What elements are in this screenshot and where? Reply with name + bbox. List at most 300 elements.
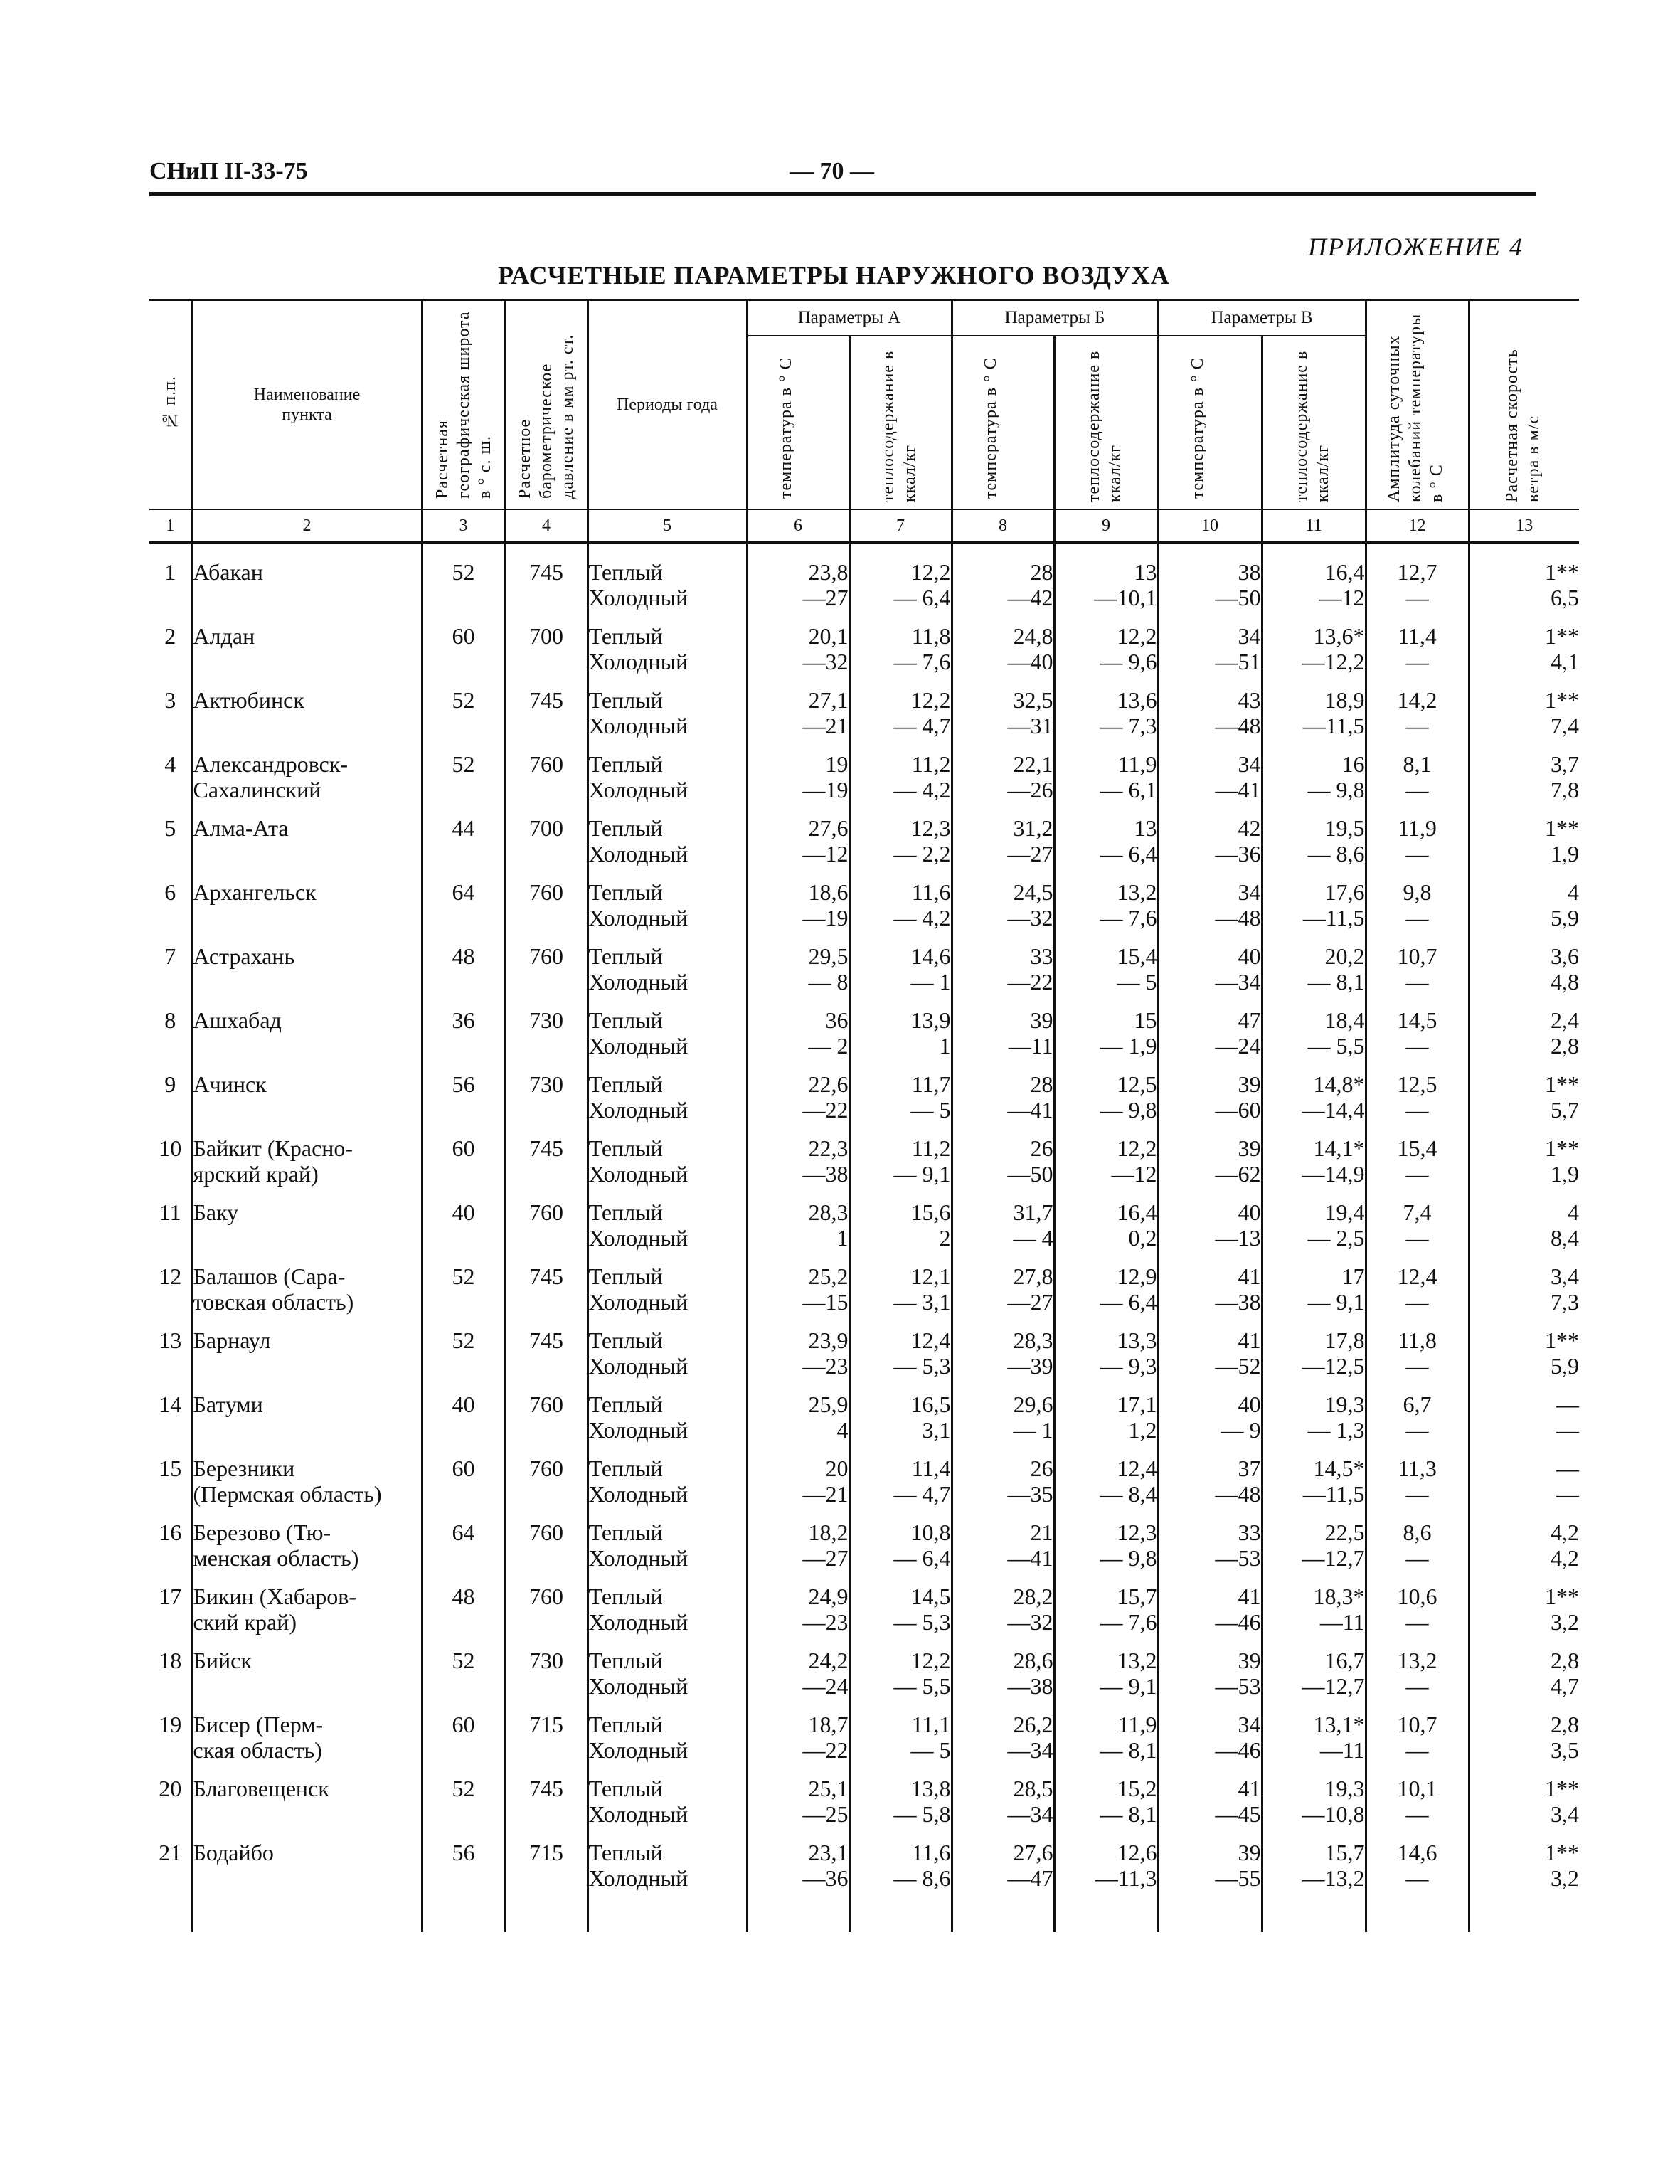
c-heat-cell-line: 14,1* [1313, 1135, 1365, 1161]
c-heat-cell-line: —11 [1319, 1609, 1365, 1635]
a-temp-cell-line: 18,7 [808, 1712, 849, 1737]
amplitude-cell-line: 7,4 [1403, 1199, 1432, 1225]
b-heat-cell [1054, 1391, 1158, 1456]
b-temp-cell-line: 28,5 [1013, 1776, 1053, 1801]
a-temp-cell-line: 24,2 [808, 1648, 849, 1673]
period-cell [588, 1135, 747, 1199]
period-cell-line: Холодный [588, 1801, 689, 1827]
wind-cell [1469, 1584, 1579, 1648]
period-cell-line: Теплый [588, 1520, 663, 1545]
table-row [149, 1391, 1579, 1456]
b-temp-cell-line: 33 [1030, 943, 1053, 969]
amplitude-cell-line: — [1405, 1865, 1429, 1891]
place-name-line: Алма-Ата [193, 815, 289, 841]
amplitude-cell-line: 13,2 [1397, 1648, 1437, 1673]
period-cell-line: Теплый [588, 1840, 663, 1865]
amplitude-cell [1366, 1584, 1469, 1648]
b-heat-cell-line: 13,2 [1117, 1648, 1157, 1673]
latitude-cell [422, 879, 505, 943]
amplitude-cell-line: — [1405, 1417, 1429, 1443]
period-cell-line: Холодный [588, 1737, 689, 1763]
period-cell [588, 1007, 747, 1071]
a-heat-cell-line: 11,1 [911, 1712, 951, 1737]
period-cell-line: Теплый [588, 623, 663, 649]
a-heat-cell [849, 879, 952, 943]
pressure-cell [505, 1456, 588, 1520]
place-name [192, 815, 422, 879]
pressure-cell-text: 745 [529, 559, 563, 585]
c-temp-cell-line: 47 [1238, 1007, 1261, 1033]
latitude-cell-text: 52 [452, 1327, 475, 1353]
c-heat-cell-line: 18,3* [1313, 1584, 1365, 1609]
a-heat-cell [849, 815, 952, 879]
a-temp-cell [747, 879, 849, 943]
period-cell-line: Теплый [588, 559, 663, 585]
c-temp-cell [1158, 815, 1262, 879]
group-a-header: Параметры А [747, 300, 952, 336]
table-row [149, 751, 1579, 815]
latitude-cell [422, 1391, 505, 1456]
a-temp-cell-line: 23,9 [808, 1327, 849, 1353]
b-temp-cell-line: —22 [1007, 969, 1053, 995]
a-temp-cell [747, 1520, 849, 1584]
wind-cell-line: 5,9 [1551, 1353, 1580, 1379]
latitude-cell-text: 48 [452, 943, 475, 969]
pressure-cell [505, 1263, 588, 1327]
pressure-cell [505, 1391, 588, 1456]
b-temp-cell [952, 1135, 1054, 1199]
table-row [149, 623, 1579, 687]
b-heat-cell [1054, 1520, 1158, 1584]
period-cell [588, 1840, 747, 1904]
b-temp-cell-line: —39 [1007, 1353, 1053, 1379]
pressure-cell-text: 730 [529, 1007, 563, 1033]
c-heat-cell [1262, 623, 1366, 687]
pressure-cell-text: 760 [529, 1199, 563, 1225]
pressure-cell-text: 760 [529, 943, 563, 969]
b-temp-cell-line: 28,6 [1013, 1648, 1053, 1673]
a-temp-cell-line: — 8 [808, 969, 849, 995]
a-temp-cell [747, 687, 849, 751]
a-heat-cell-line: — 7,6 [893, 649, 951, 674]
c-temp-cell-line: 42 [1238, 815, 1261, 841]
period-cell [588, 1199, 747, 1263]
row-number-text: 2 [164, 623, 176, 649]
latitude-cell [422, 1199, 505, 1263]
c-heat-cell-line: —11 [1319, 1737, 1365, 1763]
latitude-cell [422, 1263, 505, 1327]
column-index: 3 [422, 509, 505, 543]
c-heat-cell-line: 19,5 [1324, 815, 1365, 841]
c-heat-cell [1262, 1391, 1366, 1456]
c-temp-cell-line: 40 [1238, 1199, 1261, 1225]
c-temp-cell-line: 39 [1238, 1135, 1261, 1161]
wind-cell [1469, 623, 1579, 687]
a-heat-cell-line: 15,6 [910, 1199, 951, 1225]
c-heat-cell-line: —14,4 [1302, 1097, 1365, 1123]
table-body [149, 559, 1579, 1904]
amplitude-cell [1366, 687, 1469, 751]
amplitude-cell [1366, 623, 1469, 687]
wind-cell-line: — [1556, 1417, 1580, 1443]
latitude-cell [422, 1135, 505, 1199]
c-heat-cell-line: —12,7 [1302, 1673, 1365, 1699]
place-name [192, 879, 422, 943]
amplitude-cell-line: 12,7 [1397, 559, 1437, 585]
table-row [149, 879, 1579, 943]
b-temp-cell-line: 24,5 [1013, 879, 1053, 905]
place-name-line: Байкит (Красно- [193, 1135, 353, 1161]
a-heat-cell-line: 11,7 [911, 1071, 951, 1097]
place-name-line: Березники [193, 1456, 295, 1481]
c-temp-cell-line: —48 [1215, 1481, 1261, 1507]
a-temp-cell-line: 22,3 [808, 1135, 849, 1161]
b-temp-cell [952, 1520, 1054, 1584]
amplitude-cell-line: — [1405, 713, 1429, 738]
c-temp-cell [1158, 1456, 1262, 1520]
a-temp-cell [747, 1712, 849, 1776]
a-heat-cell [849, 751, 952, 815]
pressure-cell-text: 715 [529, 1840, 563, 1865]
amplitude-cell [1366, 1456, 1469, 1520]
pressure-cell [505, 1584, 588, 1648]
b-temp-cell [952, 815, 1054, 879]
b-temp-cell-line: —34 [1007, 1737, 1053, 1763]
period-cell-line: Теплый [588, 1776, 663, 1801]
a-temp-cell-line: —15 [802, 1289, 849, 1315]
a-heat-cell-line: 14,5 [910, 1584, 951, 1609]
a-heat-cell-line: 1 [939, 1033, 951, 1059]
a-heat-cell-line: 12,2 [910, 1648, 951, 1673]
latitude-cell-text: 64 [452, 879, 475, 905]
period-cell-line: Холодный [588, 649, 689, 674]
b-temp-cell [952, 1263, 1054, 1327]
column-index: 6 [747, 509, 849, 543]
a-heat-cell-line: 11,6 [911, 1840, 951, 1865]
latitude-cell-text: 52 [452, 751, 475, 777]
col-pressure-header: Расчетное барометрическое давление в мм рт. ст. [505, 300, 588, 510]
a-temp-cell-line: —23 [802, 1353, 849, 1379]
a-heat-cell-line: — 1 [910, 969, 951, 995]
wind-cell-line: 2,8 [1551, 1712, 1580, 1737]
c-temp-cell [1158, 1391, 1262, 1456]
c-temp-cell-line: 38 [1238, 559, 1261, 585]
place-name-line: Бийск [193, 1648, 252, 1673]
b-heat-cell-line: 12,5 [1117, 1071, 1157, 1097]
latitude-cell-text: 60 [452, 1712, 475, 1737]
a-temp-cell-line: 18,6 [808, 879, 849, 905]
a-temp-cell-line: 18,2 [808, 1520, 849, 1545]
row-number-text: 3 [164, 687, 176, 713]
b-temp-cell-line: —42 [1007, 585, 1053, 610]
c-temp-cell-line: 39 [1238, 1071, 1261, 1097]
row-number-text: 8 [164, 1007, 176, 1033]
place-name-line: Бодайбо [193, 1840, 274, 1865]
place-name [192, 1071, 422, 1135]
place-name [192, 1648, 422, 1712]
a-heat-cell-line: — 4,2 [893, 777, 951, 802]
wind-cell-line: 6,5 [1551, 585, 1580, 610]
b-temp-cell-line: 28 [1030, 559, 1053, 585]
place-name-line: ярский край) [193, 1161, 319, 1187]
c-temp-cell-line: —53 [1215, 1545, 1261, 1571]
row-number [149, 687, 192, 751]
b-temp-cell-line: 26 [1030, 1135, 1053, 1161]
row-number [149, 943, 192, 1007]
a-heat-cell-line: — 5,8 [893, 1801, 951, 1827]
col-name-header: Наименование пункта [192, 300, 422, 510]
c-temp-cell-line: —62 [1215, 1161, 1261, 1187]
c-heat-cell-line: — 2,5 [1307, 1225, 1365, 1251]
period-cell-line: Теплый [588, 1648, 663, 1673]
table-row [149, 1648, 1579, 1712]
a-temp-cell [747, 1007, 849, 1071]
amplitude-cell [1366, 1199, 1469, 1263]
c-heat-cell-line: 15,7 [1324, 1840, 1365, 1865]
b-heat-cell-line: — 8,1 [1100, 1801, 1157, 1827]
period-cell-line: Холодный [588, 1545, 689, 1571]
a-heat-cell [849, 1712, 952, 1776]
amplitude-cell [1366, 1263, 1469, 1327]
col-a-temp-header: температура в ° С [747, 336, 849, 509]
c-heat-cell-line: — 9,8 [1307, 777, 1365, 802]
b-heat-cell-line: — 6,4 [1100, 841, 1157, 866]
col-c-temp-header: температура в ° С [1158, 336, 1262, 509]
b-temp-cell [952, 1584, 1054, 1648]
b-heat-cell-line: — 7,6 [1100, 1609, 1157, 1635]
c-heat-cell-line: 17 [1341, 1263, 1365, 1289]
amplitude-cell-line: 14,5 [1397, 1007, 1437, 1033]
c-heat-cell-line: 16,4 [1324, 559, 1365, 585]
a-heat-cell-line: — 5 [910, 1737, 951, 1763]
amplitude-cell-line: 14,2 [1397, 687, 1437, 713]
a-heat-cell-line: 13,8 [910, 1776, 951, 1801]
period-cell [588, 1071, 747, 1135]
wind-cell-line: 2,8 [1551, 1648, 1580, 1673]
place-name-line: ская область) [193, 1737, 322, 1763]
latitude-cell-text: 60 [452, 623, 475, 649]
amplitude-cell-line: 12,5 [1397, 1071, 1437, 1097]
amplitude-cell-line: — [1405, 1161, 1429, 1187]
a-heat-cell-line: 12,1 [910, 1263, 951, 1289]
wind-cell-line: 2,4 [1551, 1007, 1580, 1033]
b-temp-cell-line: 27,6 [1013, 1840, 1053, 1865]
b-heat-cell [1054, 1263, 1158, 1327]
b-temp-cell-line: 26 [1030, 1456, 1053, 1481]
b-heat-cell-line: 13,6 [1117, 687, 1157, 713]
col-c-heat-header: теплосодержание в ккал/кг [1262, 336, 1366, 509]
b-heat-cell [1054, 1840, 1158, 1904]
a-temp-cell-line: 29,5 [808, 943, 849, 969]
amplitude-cell-line: 10,7 [1397, 1712, 1437, 1737]
b-temp-cell [952, 879, 1054, 943]
amplitude-cell-line: — [1405, 1353, 1429, 1379]
pressure-cell [505, 751, 588, 815]
b-temp-cell [952, 1648, 1054, 1712]
b-heat-cell-line: — 6,4 [1100, 1289, 1157, 1315]
row-number-text: 21 [159, 1840, 182, 1865]
a-heat-cell [849, 1135, 952, 1199]
a-heat-cell-line: — 5 [910, 1097, 951, 1123]
b-temp-cell-line: 26,2 [1013, 1712, 1053, 1737]
wind-cell-line: 7,8 [1551, 777, 1580, 802]
b-heat-cell-line: 12,4 [1117, 1456, 1157, 1481]
latitude-cell [422, 1327, 505, 1391]
table-row [149, 1584, 1579, 1648]
place-name [192, 751, 422, 815]
c-temp-cell-line: 34 [1238, 623, 1261, 649]
row-number [149, 1584, 192, 1648]
a-heat-cell [849, 1456, 952, 1520]
period-cell [588, 1263, 747, 1327]
b-temp-cell-line: —40 [1007, 649, 1053, 674]
latitude-cell [422, 1840, 505, 1904]
b-heat-cell-line: 1,2 [1128, 1417, 1157, 1443]
latitude-cell [422, 751, 505, 815]
wind-cell-line: — [1556, 1456, 1580, 1481]
table-grid [149, 299, 1579, 1932]
a-heat-cell [849, 1520, 952, 1584]
table-row [149, 1327, 1579, 1391]
wind-cell-line: 1** [1545, 1071, 1580, 1097]
a-heat-cell-line: — 5,5 [893, 1673, 951, 1699]
pressure-cell-text: 730 [529, 1071, 563, 1097]
place-name-line: Ашхабад [193, 1007, 282, 1033]
c-temp-cell [1158, 1776, 1262, 1840]
a-heat-cell-line: 14,6 [910, 943, 951, 969]
place-name [192, 623, 422, 687]
c-heat-cell-line: —12,2 [1302, 649, 1365, 674]
c-temp-cell-line: 33 [1238, 1520, 1261, 1545]
a-temp-cell [747, 559, 849, 623]
wind-cell-line: 5,7 [1551, 1097, 1580, 1123]
row-number-text: 13 [159, 1327, 182, 1353]
amplitude-cell-line: — [1405, 1609, 1429, 1635]
period-cell-line: Теплый [588, 1584, 663, 1609]
period-cell-line: Теплый [588, 1712, 663, 1737]
wind-cell-line: 7,3 [1551, 1289, 1580, 1315]
a-heat-cell-line: 12,4 [910, 1327, 951, 1353]
c-heat-cell [1262, 1584, 1366, 1648]
latitude-cell [422, 1007, 505, 1071]
c-heat-cell-line: —10,8 [1302, 1801, 1365, 1827]
b-heat-cell [1054, 1712, 1158, 1776]
latitude-cell-text: 56 [452, 1071, 475, 1097]
b-temp-cell-line: —31 [1007, 713, 1053, 738]
wind-cell [1469, 1071, 1579, 1135]
amplitude-cell-line: 12,4 [1397, 1263, 1437, 1289]
place-name-line: (Пермская область) [193, 1481, 382, 1507]
amplitude-cell [1366, 1327, 1469, 1391]
document-code: СНиП II-33-75 [149, 158, 308, 184]
row-number-text: 12 [159, 1263, 182, 1289]
parameters-table [149, 299, 1580, 1932]
table-row [149, 559, 1579, 623]
a-temp-cell-line: 23,1 [808, 1840, 849, 1865]
period-cell-line: Теплый [588, 1391, 663, 1417]
period-cell-line: Холодный [588, 1481, 689, 1507]
b-heat-cell-line: 13 [1134, 559, 1157, 585]
b-temp-cell-line: 28 [1030, 1071, 1053, 1097]
pressure-cell-text: 715 [529, 1712, 563, 1737]
row-number-text: 4 [164, 751, 176, 777]
table-row [149, 1520, 1579, 1584]
place-name-line: Алдан [193, 623, 255, 649]
latitude-cell-text: 64 [452, 1520, 475, 1545]
a-temp-cell [747, 1263, 849, 1327]
a-heat-cell [849, 1391, 952, 1456]
b-heat-cell-line: 12,3 [1117, 1520, 1157, 1545]
amplitude-cell-line: — [1405, 905, 1429, 931]
c-heat-cell-line: 22,5 [1324, 1520, 1365, 1545]
a-temp-cell-line: —27 [802, 585, 849, 610]
a-temp-cell [747, 815, 849, 879]
a-temp-cell-line: 36 [825, 1007, 849, 1033]
a-heat-cell-line: — 2,2 [893, 841, 951, 866]
place-name-line: Актюбинск [193, 687, 304, 713]
b-heat-cell-line: 12,2 [1117, 1135, 1157, 1161]
amplitude-cell [1366, 1712, 1469, 1776]
row-number [149, 879, 192, 943]
b-heat-cell-line: — 9,8 [1100, 1545, 1157, 1571]
amplitude-cell-line: — [1405, 777, 1429, 802]
period-cell-line: Холодный [588, 585, 689, 610]
c-heat-cell-line: —14,9 [1302, 1161, 1365, 1187]
place-name [192, 687, 422, 751]
c-temp-cell-line: 37 [1238, 1456, 1261, 1481]
pressure-cell [505, 815, 588, 879]
c-temp-cell-line: —60 [1215, 1097, 1261, 1123]
pressure-cell-text: 760 [529, 1520, 563, 1545]
wind-cell [1469, 687, 1579, 751]
a-temp-cell [747, 1840, 849, 1904]
place-name-line: Сахалинский [193, 777, 321, 802]
c-temp-cell-line: 41 [1238, 1776, 1261, 1801]
row-number [149, 1456, 192, 1520]
amplitude-cell-line: 10,6 [1397, 1584, 1437, 1609]
amplitude-cell [1366, 1648, 1469, 1712]
c-temp-cell-line: —48 [1215, 713, 1261, 738]
c-heat-cell-line: 16 [1341, 751, 1365, 777]
place-name-line: менская область) [193, 1545, 359, 1571]
b-temp-cell-line: —26 [1007, 777, 1053, 802]
period-cell [588, 1776, 747, 1840]
c-heat-cell-line: —11,5 [1302, 905, 1365, 931]
amplitude-cell [1366, 751, 1469, 815]
c-temp-cell [1158, 943, 1262, 1007]
table-row [149, 1712, 1579, 1776]
place-name-line: Ачинск [193, 1071, 267, 1097]
amplitude-cell [1366, 1840, 1469, 1904]
c-temp-cell-line: 40 [1238, 943, 1261, 969]
latitude-cell-text: 52 [452, 1776, 475, 1801]
wind-cell-line: 1,9 [1551, 1161, 1580, 1187]
b-heat-cell-line: 11,9 [1117, 1712, 1157, 1737]
a-heat-cell [849, 559, 952, 623]
b-heat-cell [1054, 751, 1158, 815]
wind-cell [1469, 1263, 1579, 1327]
row-number-text: 5 [164, 815, 176, 841]
amplitude-cell [1366, 879, 1469, 943]
wind-cell-line: 4,1 [1551, 649, 1580, 674]
c-heat-cell [1262, 751, 1366, 815]
a-heat-cell-line: — 5,3 [893, 1353, 951, 1379]
c-temp-cell-line: 41 [1238, 1584, 1261, 1609]
period-cell-line: Холодный [588, 905, 689, 931]
latitude-cell [422, 1071, 505, 1135]
c-heat-cell [1262, 1520, 1366, 1584]
latitude-cell [422, 687, 505, 751]
